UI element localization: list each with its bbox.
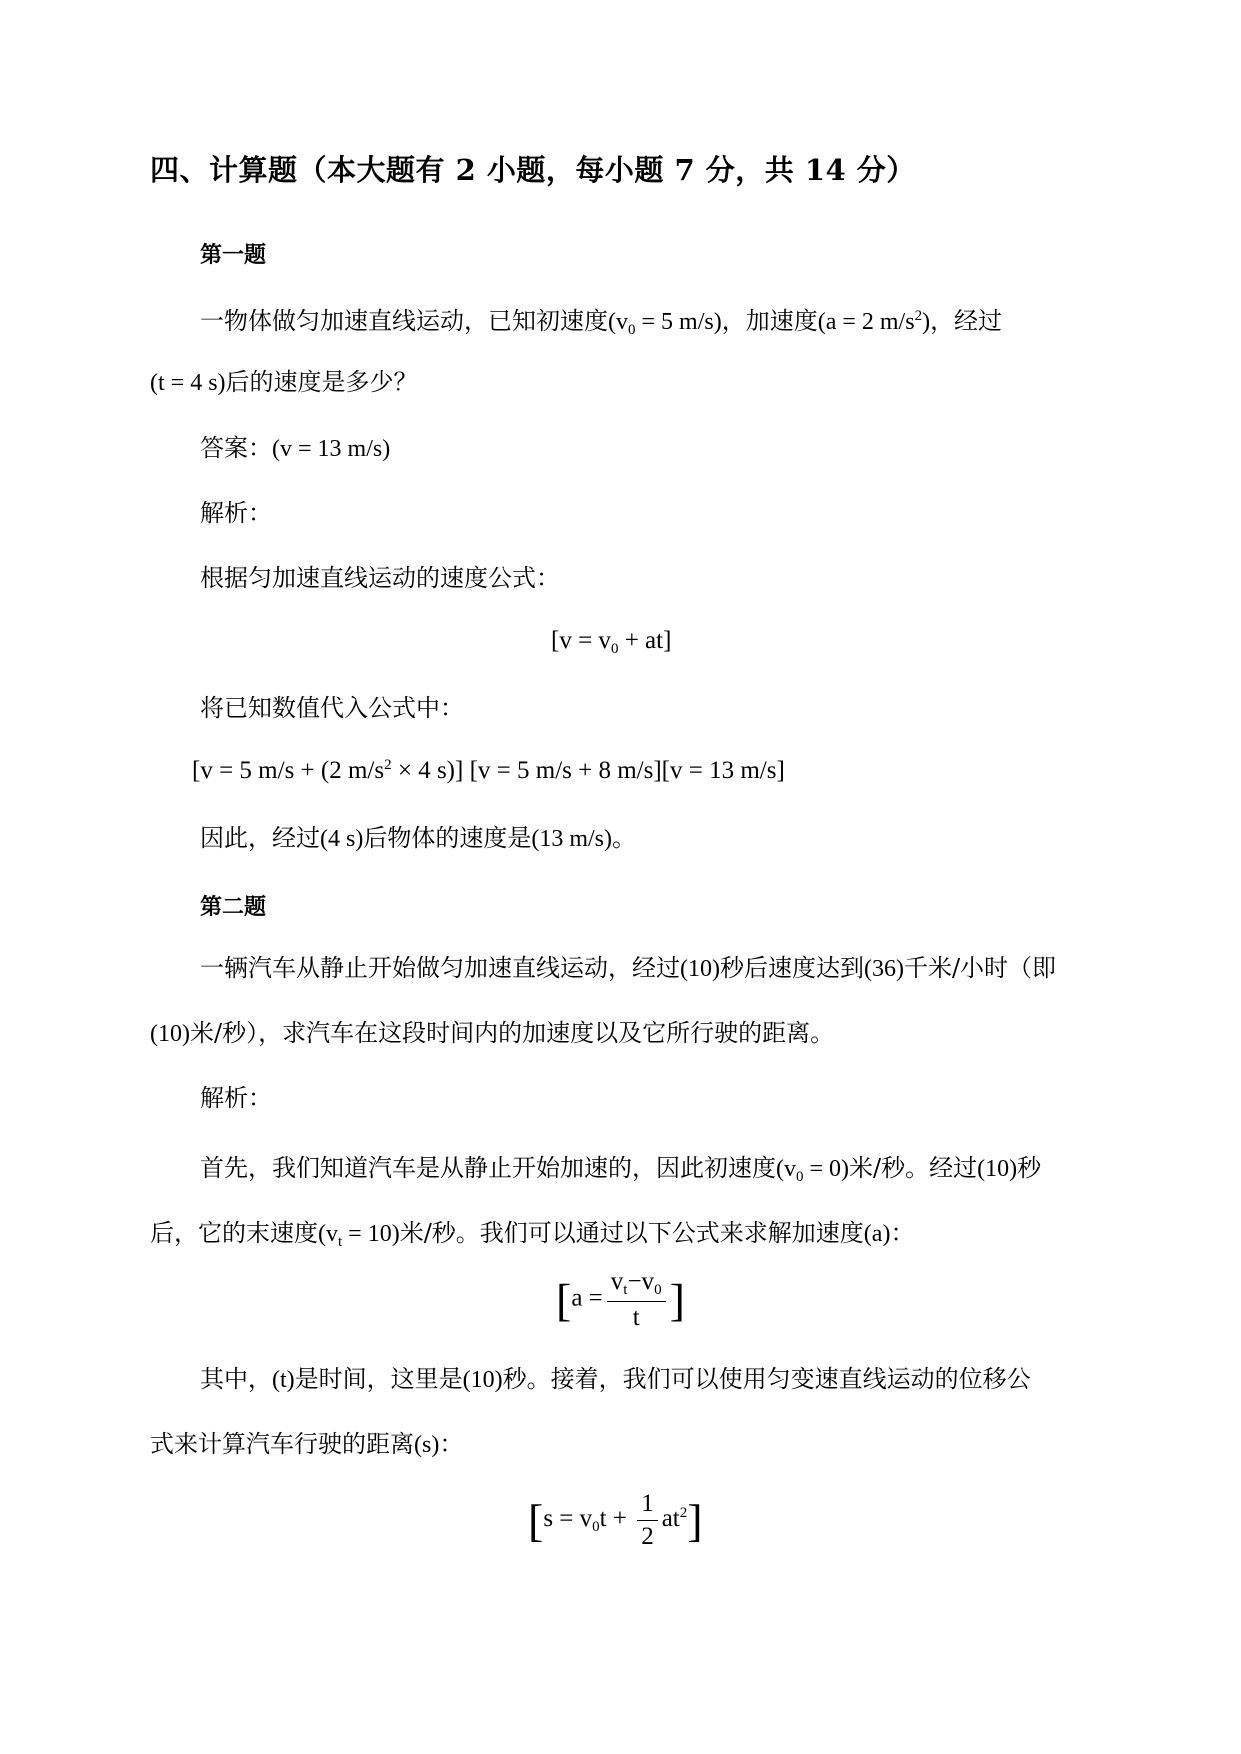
q2-acceleration-formula: [a = $\frac{v_t-v_0}{t}$ ] — [556, 1268, 685, 1331]
q1-text-line-2: (t = 4 s)后的速度是多少？ — [150, 368, 418, 396]
q2-paragraph-line-2: 后，它的末速度$(v_t = 10)$米/秒。我们可以通过以下公式来求解加速度(a)： — [150, 1219, 915, 1250]
q1-substitution-formula: [v = 5 m/s + (2 $m/s^2 \times 4$ s)] [v = 5 m/s + 8 m/s][v = 13 m/s] — [192, 757, 785, 784]
q2-paragraph-line-1: 首先，我们知道汽车是从静止开始加速的，因此初速度$(v_0 = 0)$米/秒。经过(10)秒 — [200, 1154, 1042, 1185]
q1-text-line-1: 一物体做匀加速直线运动，已知初速度($v_0 = 5$ m/s)，加速度(a = 2 $m/s^2$)，经过 — [200, 307, 1003, 338]
q1-substitution-intro: 将已知数值代入公式中： — [200, 694, 464, 722]
q2-displacement-formula: [$s = v_0t$ + $\frac{1}{2}$ $at^2$] — [528, 1490, 703, 1550]
q2-text-line-1: 一辆汽车从静止开始做匀加速直线运动，经过(10)秒后速度达到(36)千米/小时（即 — [200, 954, 1057, 982]
q1-conclusion: 因此，经过(4 s)后物体的速度是(13 m/s)。 — [200, 824, 636, 852]
question-1-title: 第一题 — [200, 242, 267, 268]
q1-analysis-label: 解析： — [200, 499, 272, 527]
q2-paragraph-line-4: 式来计算汽车行驶的距离(s)： — [150, 1430, 464, 1458]
q2-paragraph-line-3: 其中，(t)是时间，这里是(10)秒。接着，我们可以使用匀变速直线运动的位移公 — [200, 1365, 1031, 1393]
right-bracket: ] — [687, 1495, 703, 1546]
right-bracket: ] — [669, 1274, 685, 1326]
section-heading: 四、计算题（本大题有 2 小题，每小题 7 分，共 14 分） — [150, 153, 916, 187]
fraction: $\frac{1}{2}$ — [637, 1490, 658, 1551]
q1-formula-intro: 根据匀加速直线运动的速度公式： — [200, 564, 560, 592]
q1-answer: 答案：(v = 13 m/s) — [200, 434, 391, 462]
fraction: $\frac{v_t-v_0}{t}$ — [607, 1268, 666, 1332]
q2-analysis-label: 解析： — [200, 1084, 272, 1112]
q1-velocity-formula: $[v = v_0 + at]$ — [551, 627, 672, 657]
question-2-title: 第二题 — [200, 894, 267, 920]
left-bracket: [ — [528, 1495, 544, 1546]
q2-text-line-2: (10)米/秒），求汽车在这段时间内的加速度以及它所行驶的距离。 — [150, 1019, 835, 1047]
left-bracket: [ — [556, 1274, 572, 1326]
